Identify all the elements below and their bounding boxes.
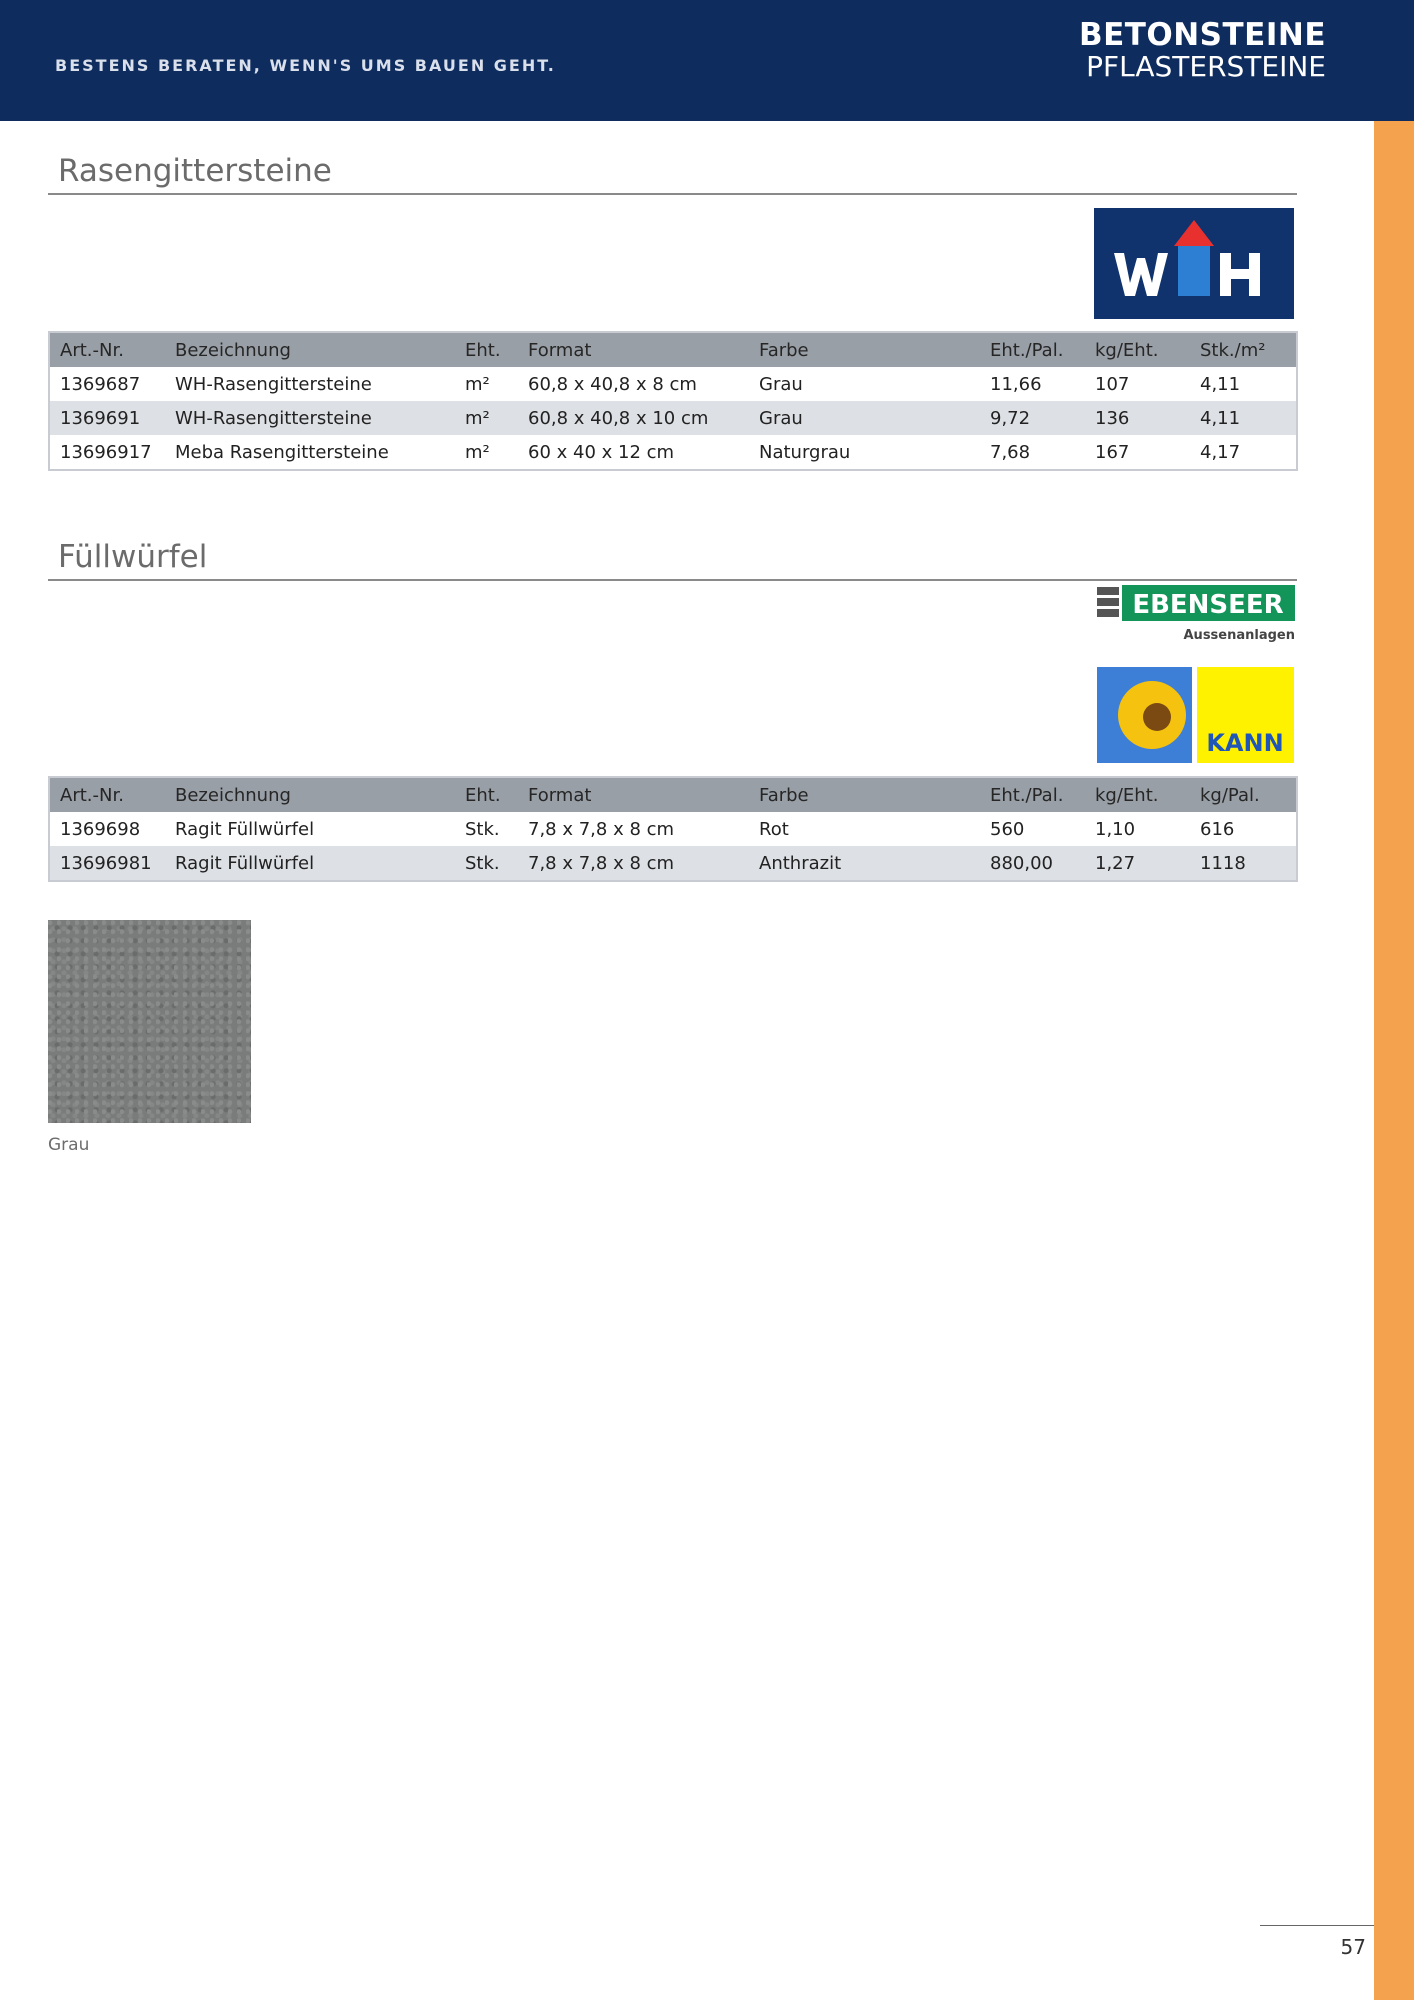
fuellwuerfel-table xyxy=(48,776,1298,882)
section-title-fuellwuerfel: Füllwürfel xyxy=(58,539,208,575)
kann-logo-text: KANN xyxy=(1206,729,1284,757)
column-header: kg/Eht. xyxy=(1085,332,1190,367)
page-number: 57 xyxy=(1340,1935,1366,1959)
table-row xyxy=(49,367,1297,401)
table-cell: 13696981 xyxy=(49,846,165,881)
column-header: Format xyxy=(518,332,749,367)
table-cell: 4,17 xyxy=(1200,441,1241,463)
table-cell: WH-Rasengittersteine xyxy=(175,373,372,395)
table-cell: Stk. xyxy=(465,818,500,840)
table-row xyxy=(49,846,1297,881)
header-title-sub: PFLASTERSTEINE xyxy=(1086,50,1326,83)
column-header: Eht./Pal. xyxy=(980,332,1085,367)
page-header xyxy=(0,0,1414,121)
header-title xyxy=(1079,18,1326,82)
table-cell: 60,8 x 40,8 x 8 cm xyxy=(528,373,697,395)
color-swatch-grau xyxy=(48,920,251,1123)
table-cell: m² xyxy=(465,441,490,463)
table-row xyxy=(49,812,1297,846)
column-header: kg/Eht. xyxy=(1085,777,1190,812)
rasengittersteine-table xyxy=(48,331,1298,471)
table-cell: 616 xyxy=(1200,818,1235,840)
column-header: Eht./Pal. xyxy=(980,777,1085,812)
table-cell: 7,8 x 7,8 x 8 cm xyxy=(528,818,675,840)
house-logo-icon xyxy=(1094,208,1294,319)
table-cell: 1369687 xyxy=(60,373,141,395)
table-cell: Meba Rasengittersteine xyxy=(175,441,389,463)
table-cell: 107 xyxy=(1095,373,1130,395)
column-header: Art.-Nr. xyxy=(49,777,165,812)
footer-rule xyxy=(1260,1925,1374,1926)
section-title-rasengittersteine: Rasengittersteine xyxy=(58,153,332,189)
table-cell: 1369691 xyxy=(49,401,165,435)
swatch-label: Grau xyxy=(48,1135,90,1155)
table-cell: 1,10 xyxy=(1095,818,1136,840)
table-cell: Anthrazit xyxy=(749,846,980,881)
column-header: Format xyxy=(518,777,749,812)
table-cell: 167 xyxy=(1095,441,1130,463)
column-header: kg/Pal. xyxy=(1190,777,1297,812)
table-cell: 60 x 40 x 12 cm xyxy=(528,441,675,463)
header-tagline: BESTENS BERATEN, WENN'S UMS BAUEN GEHT. xyxy=(55,56,556,75)
table-cell: Naturgrau xyxy=(759,441,851,463)
section-divider xyxy=(48,193,1297,195)
table-cell: Grau xyxy=(759,373,803,395)
table-cell: 9,72 xyxy=(980,401,1085,435)
table-cell: 60,8 x 40,8 x 10 cm xyxy=(518,401,749,435)
table-cell: 13696917 xyxy=(60,441,152,463)
table-cell: 7,8 x 7,8 x 8 cm xyxy=(518,846,749,881)
table-cell: Stk. xyxy=(455,846,518,881)
table-cell: 880,00 xyxy=(980,846,1085,881)
column-header: Stk./m² xyxy=(1190,332,1297,367)
header-title-main: BETONSTEINE xyxy=(1078,17,1326,53)
column-header: Eht. xyxy=(455,332,518,367)
table-cell: 4,11 xyxy=(1200,373,1241,395)
table-cell: 4,11 xyxy=(1190,401,1297,435)
table-row xyxy=(49,435,1297,470)
table-cell: 1,27 xyxy=(1085,846,1190,881)
column-header: Farbe xyxy=(749,332,980,367)
side-accent-bar xyxy=(1374,121,1414,2000)
table-cell: 11,66 xyxy=(990,373,1042,395)
ebenseer-logo xyxy=(1097,585,1295,647)
table-cell: 1369698 xyxy=(60,818,141,840)
table-row xyxy=(49,401,1297,435)
wh-logo xyxy=(1094,208,1294,319)
table-cell: 7,68 xyxy=(990,441,1031,463)
column-header: Bezeichnung xyxy=(165,777,455,812)
column-header: Bezeichnung xyxy=(165,332,455,367)
table-cell: m² xyxy=(465,373,490,395)
ebenseer-logo-text: EBENSEER xyxy=(1132,590,1284,620)
column-header: Art.-Nr. xyxy=(49,332,165,367)
section-divider xyxy=(48,579,1297,581)
ebenseer-logo-subtext: Aussenanlagen xyxy=(1183,628,1295,643)
table-cell: 136 xyxy=(1085,401,1190,435)
table-cell: Grau xyxy=(749,401,980,435)
table-header-row xyxy=(49,332,1297,367)
table-cell: 1118 xyxy=(1190,846,1297,881)
column-header: Farbe xyxy=(749,777,980,812)
table-cell: Ragit Füllwürfel xyxy=(165,846,455,881)
table-cell: WH-Rasengittersteine xyxy=(165,401,455,435)
table-cell: 560 xyxy=(990,818,1025,840)
table-cell: m² xyxy=(455,401,518,435)
table-cell: Ragit Füllwürfel xyxy=(175,818,315,840)
column-header: Eht. xyxy=(455,777,518,812)
table-cell: Rot xyxy=(759,818,789,840)
kann-logo xyxy=(1097,667,1294,763)
table-header-row xyxy=(49,777,1297,812)
